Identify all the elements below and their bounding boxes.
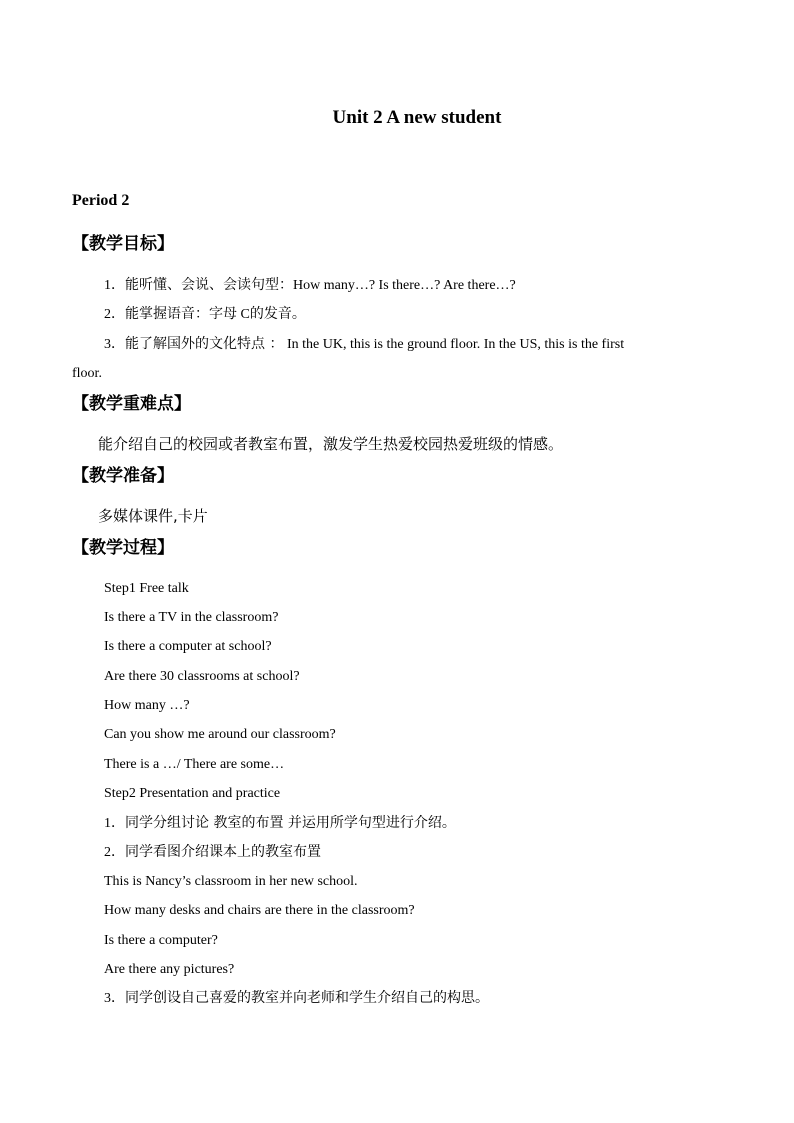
prep-heading: 【教学准备】 (72, 466, 174, 486)
step2-line: This is Nancy’s classroom in her new school. (104, 874, 358, 889)
step2-item-1: 1．同学分组讨论 教室的布置 并运用所学句型进行介绍。 (104, 815, 456, 831)
goal-item-3: 3．能了解国外的文化特点 ： In the UK, this is the ground floor. In the US, this is the first (104, 336, 625, 352)
key-points-text: 能介绍自己的校园或者教室布置，激发学生热爱校园热爱班级的情感。 (98, 435, 564, 453)
goal-item-1: 1．能听懂、会说、会读句型：How many…? Is there…? Are there…? (104, 277, 516, 293)
goals-heading: 【教学目标】 (72, 234, 174, 254)
step2-line: Is there a computer? (104, 933, 218, 948)
step2-item-2: 2．同学看图介绍课本上的教室布置 (104, 844, 321, 860)
step1-line: Can you show me around our classroom? (104, 727, 336, 742)
goal-item-2: 2．能掌握语音：字母 C的发音。 (104, 306, 306, 322)
step2-item-3: 3．同学创设自己喜爱的教室并向老师和学生介绍自己的构思。 (104, 990, 489, 1006)
document-title: Unit 2 A new student (332, 107, 502, 128)
step2-heading: Step2 Presentation and practice (104, 786, 281, 801)
step1-line: There is a …/ There are some… (104, 757, 285, 772)
prep-text: 多媒体课件,卡片 (98, 507, 208, 525)
step1-line: Are there 30 classrooms at school? (104, 669, 300, 684)
step1-line: Is there a TV in the classroom? (104, 610, 279, 625)
goal-item-3-continued: floor. (72, 366, 102, 381)
step2-line: How many desks and chairs are there in the classroom? (104, 903, 415, 918)
step1-line: Step1 Free talk (104, 581, 189, 596)
step1-line: How many …? (104, 698, 190, 713)
process-heading: 【教学过程】 (72, 538, 174, 558)
step1-line: Is there a computer at school? (104, 639, 272, 654)
period-label: Period 2 (72, 192, 130, 209)
step2-line: Are there any pictures? (104, 962, 235, 977)
key-points-heading: 【教学重难点】 (72, 394, 191, 414)
